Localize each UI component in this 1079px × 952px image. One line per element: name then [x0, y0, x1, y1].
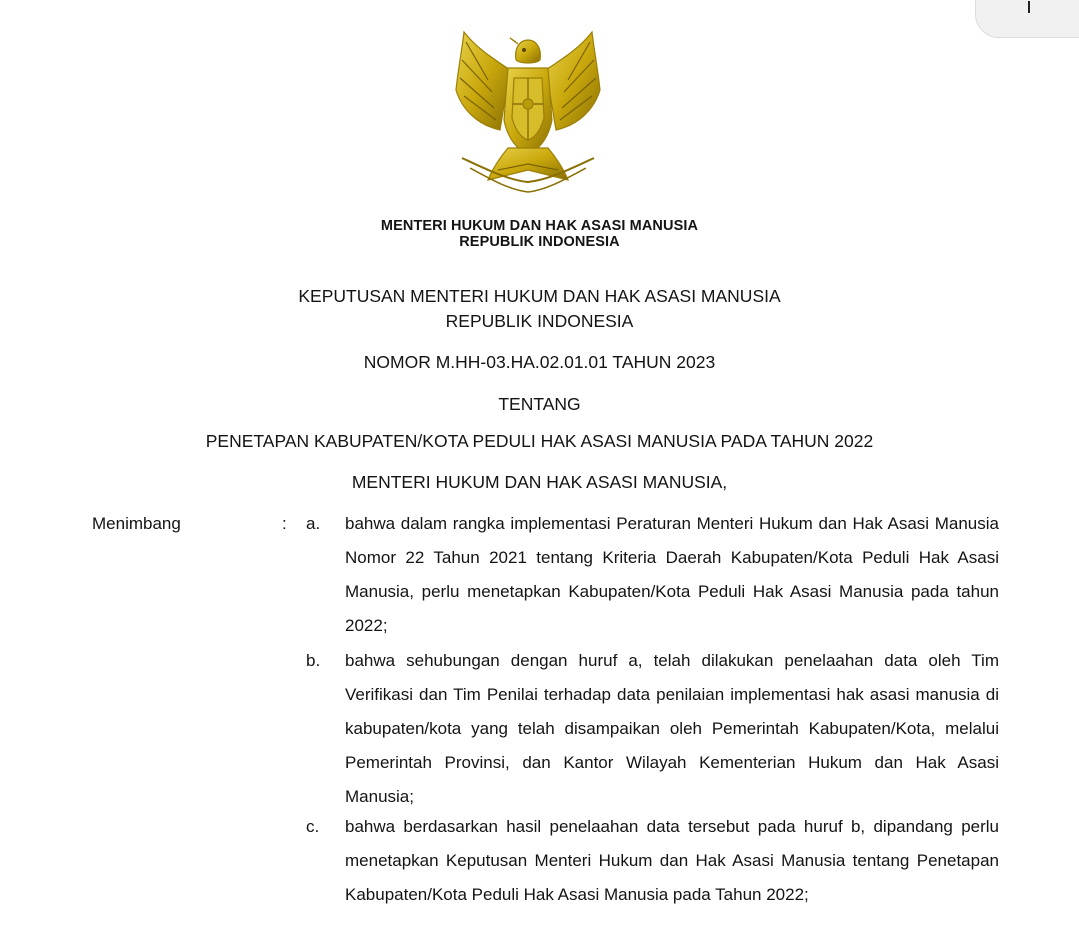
decree-title: KEPUTUSAN MENTERI HUKUM DAN HAK ASASI MANUSIA — [298, 286, 781, 306]
garuda-emblem-icon — [448, 20, 608, 200]
decree-number: NOMOR M.HH-03.HA.02.01.01 TAHUN 2023 — [363, 352, 716, 372]
ministry-title: MENTERI HUKUM DAN HAK ASASI MANUSIA — [380, 218, 699, 234]
decree-subject: PENETAPAN KABUPATEN/KOTA PEDULI HAK ASASI MANUSIA PADA TAHUN 2022 — [205, 431, 874, 451]
consideration-letter-a: a. — [306, 514, 321, 533]
decree-country: REPUBLIK INDONESIA — [445, 311, 634, 331]
consideration-letter-b: b. — [306, 651, 321, 670]
decree-about: TENTANG — [498, 394, 581, 414]
considerations-label: Menimbang — [92, 514, 181, 533]
consideration-letter-c: c. — [306, 817, 320, 836]
page-corner-tab — [975, 0, 1079, 38]
ministry-country: REPUBLIK INDONESIA — [459, 234, 620, 250]
cursor-mark — [1028, 1, 1030, 13]
consideration-text-b: bahwa sehubungan dengan huruf a, telah dilakukan penelaahan data oleh Tim Verifikasi dan Tim Penilai terhadap data penilaian implementasi hak asasi manusia di kabupaten/kota yang telah disampaikan oleh Pemerintah Kabupaten/Kota, melalui Pemerintah Provinsi, dan Kantor Wilayah Kementerian Hukum dan Hak Asasi Manusia; — [345, 651, 999, 806]
considerations-colon: : — [282, 514, 287, 533]
decree-issuer: MENTERI HUKUM DAN HAK ASASI MANUSIA, — [351, 472, 728, 492]
consideration-text-a: bahwa dalam rangka implementasi Peraturan Menteri Hukum dan Hak Asasi Manusia Nomor 22 Tahun 2021 tentang Kriteria Daerah Kabupaten/Kota Peduli Hak Asasi Manusia, perlu menetapkan Kabupaten/Kota Peduli Hak Asasi Manusia pada tahun 2022; — [345, 514, 999, 635]
consideration-text-c: bahwa berdasarkan hasil penelaahan data tersebut pada huruf b, dipandang perlu menetapkan Keputusan Menteri Hukum dan Hak Asasi Manusia tentang Penetapan Kabupaten/Kota Peduli Hak Asasi Manusia pada Tahun 2022; — [345, 817, 999, 904]
